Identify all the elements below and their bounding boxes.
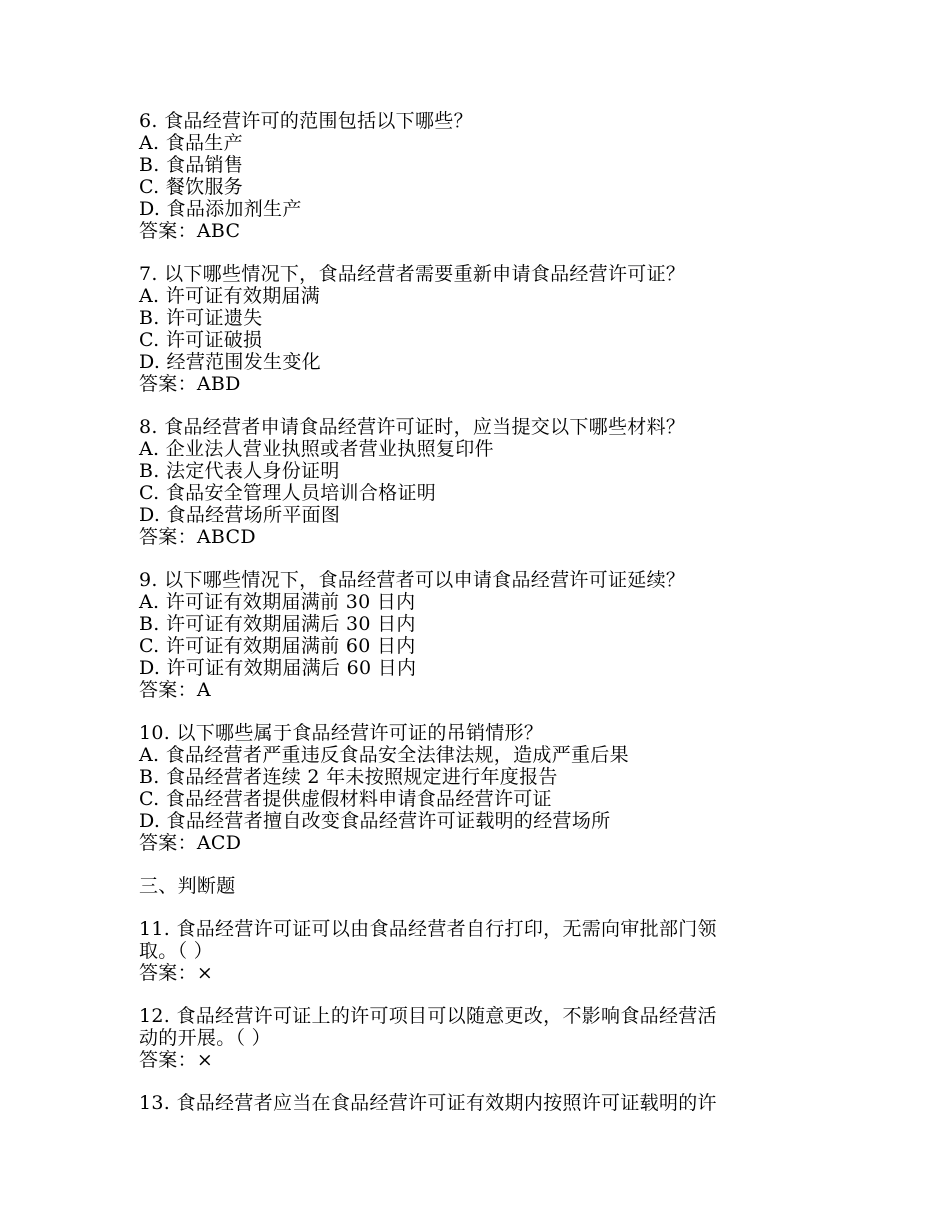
judgment-text-line-2: 取。（ ） — [139, 940, 214, 962]
option-b: B. 许可证遗失 — [139, 307, 263, 329]
option-d: D. 食品添加剂生产 — [139, 198, 302, 220]
option-d: D. 食品经营场所平面图 — [139, 504, 341, 526]
question-stem: 8. 食品经营者申请食品经营许可证时，应当提交以下哪些材料？ — [139, 416, 686, 438]
section-heading: 三、判断题 — [139, 875, 236, 897]
option-b: B. 法定代表人身份证明 — [139, 460, 340, 482]
option-a: A. 企业法人营业执照或者营业执照复印件 — [139, 438, 494, 460]
judgment-text-line-2: 动的开展。（ ） — [139, 1027, 271, 1049]
question-stem: 7. 以下哪些情况下，食品经营者需要重新申请食品经营许可证？ — [139, 263, 686, 285]
option-b: B. 食品销售 — [139, 154, 244, 176]
question-7 — [139, 263, 819, 395]
judgment-13-text: 13. 食品经营者应当在食品经营许可证有效期内按照许可证载明的许 — [139, 1092, 717, 1114]
document-content — [139, 110, 819, 1114]
question-stem: 10. 以下哪些属于食品经营许可证的吊销情形？ — [139, 722, 544, 744]
question-6 — [139, 110, 819, 242]
judgment-12 — [139, 1005, 819, 1071]
question-10 — [139, 722, 819, 854]
option-c: C. 许可证有效期届满前 60 日内 — [139, 635, 416, 657]
option-c: C. 食品安全管理人员培训合格证明 — [139, 482, 437, 504]
option-a: A. 许可证有效期届满前 30 日内 — [139, 591, 416, 613]
question-9 — [139, 569, 819, 701]
option-c: C. 许可证破损 — [139, 329, 263, 351]
judgment-text-line-1: 11. 食品经营许可证可以由食品经营者自行打印，无需向审批部门领 — [139, 918, 717, 940]
option-b: B. 食品经营者连续 2 年未按照规定进行年度报告 — [139, 766, 558, 788]
judgment-11 — [139, 918, 819, 984]
question-stem: 9. 以下哪些情况下，食品经营者可以申请食品经营许可证延续？ — [139, 569, 686, 591]
answer: 答案：× — [139, 962, 214, 984]
option-d: D. 许可证有效期届满后 60 日内 — [139, 657, 417, 679]
option-a: A. 许可证有效期届满 — [139, 285, 321, 307]
answer: 答案：ABC — [139, 220, 241, 242]
option-d: D. 经营范围发生变化 — [139, 351, 321, 373]
judgment-text-line-1: 12. 食品经营许可证上的许可项目可以随意更改，不影响食品经营活 — [139, 1005, 717, 1027]
answer: 答案：ACD — [139, 832, 242, 854]
answer: 答案：ABCD — [139, 526, 256, 548]
option-c: C. 餐饮服务 — [139, 176, 244, 198]
question-8 — [139, 416, 819, 548]
option-a: A. 食品生产 — [139, 132, 243, 154]
option-a: A. 食品经营者严重违反食品安全法律法规，造成严重后果 — [139, 744, 629, 766]
answer: 答案：× — [139, 1049, 214, 1071]
answer: 答案：A — [139, 679, 211, 701]
option-c: C. 食品经营者提供虚假材料申请食品经营许可证 — [139, 788, 552, 810]
question-stem: 6. 食品经营许可的范围包括以下哪些？ — [139, 110, 473, 132]
option-d: D. 食品经营者擅自改变食品经营许可证载明的经营场所 — [139, 810, 611, 832]
option-b: B. 许可证有效期届满后 30 日内 — [139, 613, 416, 635]
answer: 答案：ABD — [139, 373, 241, 395]
